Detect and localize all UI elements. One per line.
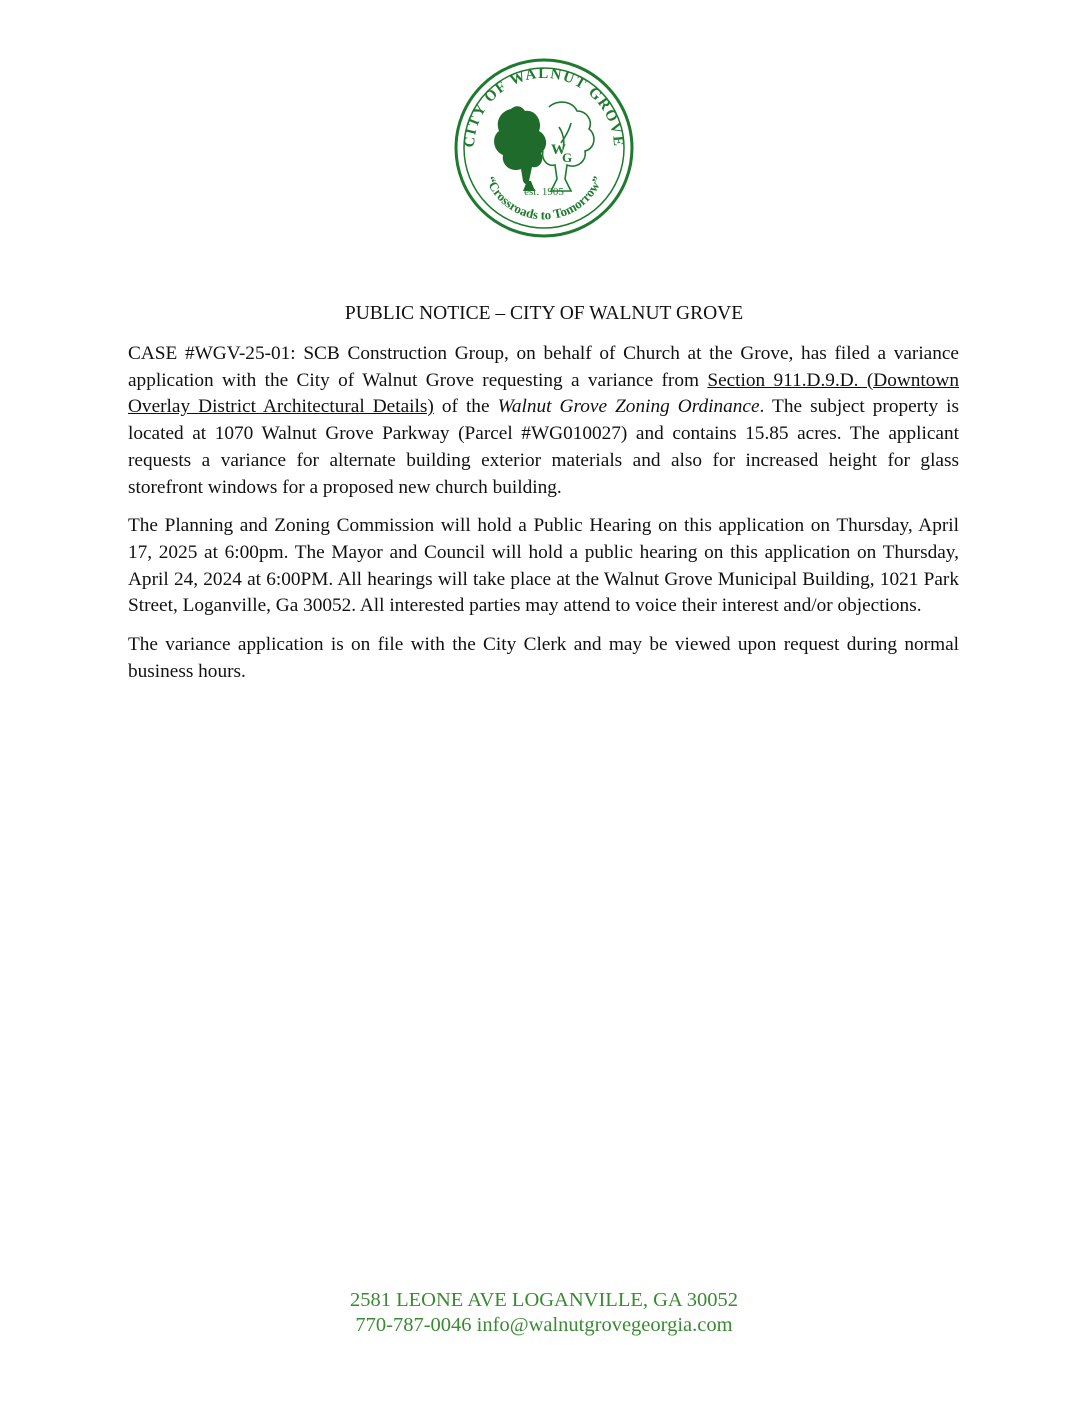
hearing-paragraph: The Planning and Zoning Commission will hold a Public Hearing on this application on Thursday, April 17, 2025 at 6:00pm. The Mayor and Council will hold a public hearing on this application on Thursday, April 24, 2024 at 6:00PM. All hearings will take place at the Walnut Grove Municipal Building, 1021 Park Street, Loganville, Ga 30052. All interested parties may attend to voice their interest and/or objections. — [128, 515, 959, 617]
seal-motto: “Crossroads to Tomorrow” — [482, 174, 606, 223]
ordinance-title: Walnut Grove Zoning Ordinance — [497, 396, 760, 418]
case-paragraph — [128, 341, 959, 501]
seal-established: est. 1905 — [524, 186, 564, 198]
case-text-intro: CASE #WGV-25-01: SCB Construction Group, on behalf of Church at the Grove, has filed a variance application with the City of Walnut Grove requesting a variance from — [128, 343, 959, 391]
section-reference: Section 911.D.9.D. (Downtown Overlay District Architectural Details) — [128, 369, 959, 418]
seal-top-text: CITY OF WALNUT GROVE — [461, 65, 627, 149]
monogram-w: W — [551, 142, 566, 158]
footer-contact: 770-787-0046 info@walnutgrovegeorgia.com — [355, 1314, 733, 1336]
case-text-details: . The subject property is located at 1070 Walnut Grove Parkway (Parcel #WG010027) and contains 15.85 acres. The applicant requests a variance for alternate building exterior materials and also for increased height for glass storefront windows for a proposed new church building. — [128, 396, 959, 498]
case-text-of-the: of the — [433, 396, 498, 418]
file-paragraph: The variance application is on file with the City Clerk and may be viewed upon request during normal business hours. — [128, 634, 959, 682]
city-seal-logo — [453, 57, 635, 239]
seal-svg — [453, 57, 635, 239]
letterhead-footer — [0, 1288, 1088, 1338]
dark-tree-icon — [494, 106, 546, 191]
notice-body — [128, 341, 959, 697]
notice-title: PUBLIC NOTICE – CITY OF WALNUT GROVE — [344, 303, 744, 324]
footer-address: 2581 LEONE AVE LOGANVILLE, GA 30052 — [350, 1289, 738, 1311]
monogram-g: G — [562, 150, 573, 165]
